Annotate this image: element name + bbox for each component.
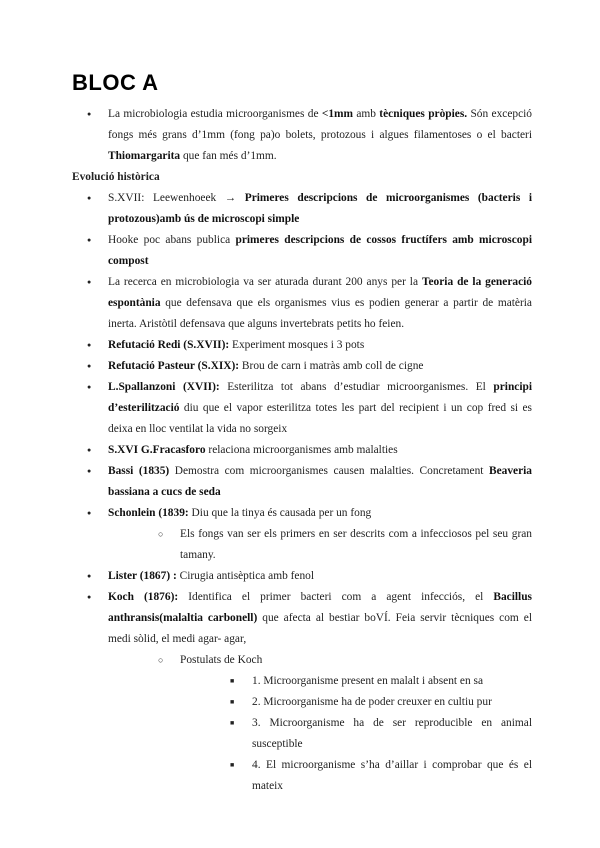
list-item-pasteur: ● Refutació Pasteur (S.XIX): Brou de carn i matràs amb coll de cigne xyxy=(72,356,532,377)
history-list xyxy=(72,188,532,797)
koch-sublist xyxy=(144,650,532,797)
list-item-redi: ● Refutació Redi (S.XVII): Experiment mosques i 3 pots xyxy=(72,335,532,356)
list-item-lister: ● Lister (1867) : Cirugia antisèptica amb fenol xyxy=(72,566,532,587)
intro-list xyxy=(72,104,532,167)
page-title: BLOC A xyxy=(72,70,159,95)
list-item-spallanzoni: ● L.Spallanzoni (XVII): Esterilitza tot abans d’estudiar microorganismes. El principi d’esterilització diu que el vapor esterilitza totes les part del recipient i un cop fred si es deixa en lloc ventilat la vida no sorgeix xyxy=(72,377,532,440)
sublist-item-postulates: ○ Postulats de Koch ■ 1. Microorganisme present en malalt i absent en sa ■ 2. Microorganisme ha de poder creuxer en cultiu pur ■ 3. Microorganisme ha de ser reproducible en animal susceptible ■ 4. El microorganisme s’ha d’aillar i comprobar que és el mateix xyxy=(144,650,532,797)
sublist-item: ○ Els fongs van ser els primers en ser descrits com a infecciosos pel seu gran tamany. xyxy=(144,524,532,566)
list-item-bassi: ● Bassi (1835) Demostra com microorganismes causen malalties. Concretament Beaveria bassiana a cucs de seda xyxy=(72,461,532,503)
section-heading: Evolució històrica xyxy=(72,171,160,183)
intro-item: ● La microbiologia estudia microorganismes de <1mm amb tècniques pròpies. Són excepció fongs més grans d’1mm (fong pa)o bolets, protozous i algues filamentoses o el bacteri Thiomargarita que fan més d’1mm. xyxy=(72,104,532,167)
document-body xyxy=(72,104,532,797)
postulate-item: ■ 2. Microorganisme ha de poder creuxer en cultiu pur xyxy=(216,692,532,713)
list-item-schonlein: ● Schonlein (1839: Diu que la tinya és causada per un fong ○ Els fongs van ser els primers en ser descrits com a infecciosos pel seu gran tamany. xyxy=(72,503,532,566)
postulate-item: ■ 3. Microorganisme ha de ser reproducible en animal susceptible xyxy=(216,713,532,755)
list-item-leeuwenhoek: ● S.XVII: Leewenhoeek → Primeres descripcions de microorganismes (bacteris i protozous)amb ús de microscopi simple xyxy=(72,188,532,230)
list-item-hooke: ● Hooke poc abans publica primeres descripcions de cossos fructífers amb microscopi compost xyxy=(72,230,532,272)
postulate-item: ■ 1. Microorganisme present en malalt i absent en sa xyxy=(216,671,532,692)
postulate-item: ■ 4. El microorganisme s’ha d’aillar i comprobar que és el mateix xyxy=(216,755,532,797)
list-item-fracasforo: ● S.XVI G.Fracasforo relaciona microorganismes amb malalties xyxy=(72,440,532,461)
list-item-koch: ● Koch (1876): Identifica el primer bacteri com a agent infecciós, el Bacillus anthransis(malaltia carbonell) que afecta al bestiar boVÍ. Feia servir tècniques com el medi sòlid, el medi agar- agar, ○ Postulats de Koch ■ 1. Microorganisme present en malalt i absent en sa ■ 2. Microorganisme ha de poder creuxer en cultiu pur ■ 3. Microorganisme ha de ser reproducible en animal susceptible ■ 4. El microorganisme s’ha d’aillar i comprobar que és el mateix xyxy=(72,587,532,797)
schonlein-sublist xyxy=(144,524,532,566)
postulates-list xyxy=(216,671,532,797)
list-item-spontaneous-generation: ● La recerca en microbiologia va ser aturada durant 200 anys per la Teoria de la generació espontània que defensava que els organismes vius es podien generar a partir de matèria inerta. Aristòtil defensava que alguns invertebrats petits ho feien. xyxy=(72,272,532,335)
